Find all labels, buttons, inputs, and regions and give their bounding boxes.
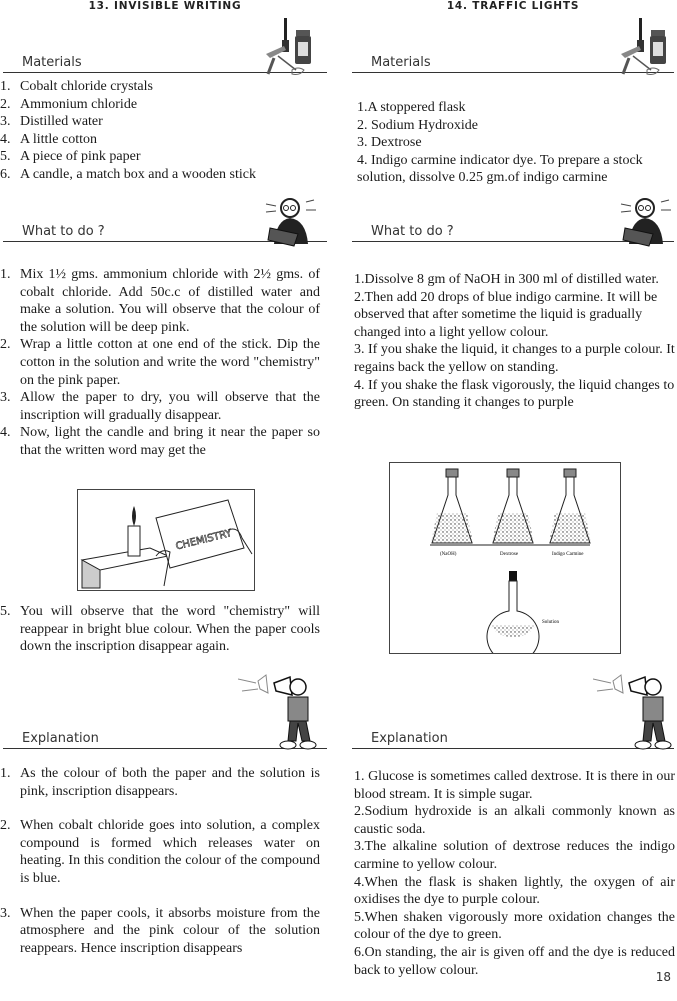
experiment-title: 13. INVISIBLE WRITING bbox=[88, 0, 242, 12]
list-item: 5. A piece of pink paper bbox=[0, 149, 141, 165]
list-item: 2.Sodium hydroxide is an alkali commonly known as caustic soda. bbox=[354, 804, 675, 837]
steps-list bbox=[0, 266, 320, 460]
list-item: 1. Mix 1½ gms. ammonium chloride with 2½ gms. of cobalt chloride. Add 50c.c of distilled water and make a solution. You will observe that the colour of the solution will be deep pink. bbox=[0, 267, 320, 335]
megaphone-man-icon bbox=[593, 667, 675, 751]
reading-man-icon bbox=[262, 196, 320, 248]
svg-text:Indigo Carmine: Indigo Carmine bbox=[552, 552, 584, 557]
list-item: 4. Indigo carmine indicator dye. To prepare a stock solution, dissolve 0.25 gm.of indigo carmine bbox=[357, 152, 643, 186]
list-item: 3. Allow the paper to dry, you will observe that the inscription will gradually disappear. bbox=[0, 390, 320, 423]
list-item: 1.A stoppered flask bbox=[357, 100, 466, 115]
list-item: 3. When the paper cools, it absorbs moisture from the atmosphere and the pink colour of the solution reappears. Hence inscription disappears bbox=[0, 905, 320, 956]
round-flask-solution bbox=[487, 571, 539, 654]
list-item: 2. Wrap a little cotton at one end of the stick. Dip the cotton in the solution and write the word "chemistry" on the pink paper. bbox=[0, 337, 320, 388]
svg-text:Solution: Solution bbox=[542, 620, 559, 625]
materials-list bbox=[0, 78, 330, 184]
list-item: 2. Ammonium chloride bbox=[0, 96, 138, 112]
list-item: 3. Distilled water bbox=[0, 114, 103, 130]
steps-list bbox=[354, 271, 677, 412]
flask-indigo-carmine bbox=[549, 469, 591, 543]
materials-list bbox=[357, 99, 675, 187]
list-item: 3. Dextrose bbox=[357, 135, 422, 151]
list-item: 5.When shaken vigorously more oxidation changes the colour of the dye to green. bbox=[354, 909, 675, 943]
list-item: 3.The alkaline solution of dextrose reduces the indigo carmine to yellow colour. bbox=[354, 839, 675, 872]
experiment-title: 14. TRAFFIC LIGHTS bbox=[446, 0, 580, 12]
materials-heading: Materials bbox=[371, 55, 431, 70]
flasks-diagram bbox=[389, 462, 621, 654]
left-column bbox=[0, 0, 330, 1001]
list-item: 6. A candle, a match box and a wooden stick bbox=[0, 166, 256, 182]
list-item: 4. Now, light the candle and bring it near the paper so that the written word may get the bbox=[0, 425, 320, 458]
list-item: 5. You will observe that the word "chemistry" will reappear in bright blue colour. When the paper cools down the inscription disappear again. bbox=[0, 604, 320, 655]
list-item: 4. If you shake the flask vigorously, the liquid changes to green. On standing it changes to purple bbox=[354, 377, 675, 411]
materials-heading: Materials bbox=[22, 55, 82, 70]
list-item: 2.Then add 20 drops of blue indigo carmine. It will be observed that after sometime the liquid is gradually changed into a light yellow colour. bbox=[354, 289, 658, 340]
list-item: 1. Glucose is sometimes called dextrose. It is there in our blood stream. It is simple sugar. bbox=[354, 769, 675, 802]
svg-text:CHEMISTRY: CHEMISTRY bbox=[174, 527, 233, 553]
reading-man-icon bbox=[617, 196, 675, 248]
what-to-do-heading: What to do ? bbox=[371, 224, 454, 239]
list-item: 3. If you shake the liquid, it changes to a purple colour. It regains back the yellow on standing. bbox=[354, 342, 675, 375]
svg-text:Dextrose: Dextrose bbox=[500, 552, 519, 557]
list-item: 2. When cobalt chloride goes into solution, a complex compound is formed which releases water on heating. In this condition the colour of the compound is blue. bbox=[0, 818, 320, 886]
list-item: 4. A little cotton bbox=[0, 131, 97, 147]
lab-equipment-icon bbox=[262, 16, 320, 80]
list-item: 1.Dissolve 8 gm of NaOH in 300 ml of distilled water. bbox=[354, 272, 659, 287]
step-5 bbox=[0, 603, 320, 656]
explanation-list bbox=[354, 768, 675, 979]
list-item: 2. Sodium Hydroxide bbox=[357, 117, 478, 133]
list-item: 4.When the flask is shaken lightly, the oxygen of air oxidises the dye to purple colour. bbox=[354, 874, 675, 908]
flask-dextrose bbox=[492, 469, 534, 543]
list-item: 1. Cobalt chloride crystals bbox=[0, 79, 153, 94]
svg-text:(NaOH): (NaOH) bbox=[440, 552, 457, 557]
lab-equipment-icon bbox=[617, 16, 675, 80]
explanation-list bbox=[0, 765, 320, 974]
flask-naoh bbox=[431, 469, 473, 543]
list-item: 6.On standing, the air is given off and the dye is reduced back to yellow colour. bbox=[354, 944, 675, 978]
page-number: 18 bbox=[655, 970, 671, 984]
candle-paper-illustration bbox=[77, 489, 255, 591]
list-item: 1. As the colour of both the paper and the solution is pink, inscription disappears. bbox=[0, 766, 320, 799]
explanation-heading: Explanation bbox=[371, 731, 448, 746]
what-to-do-heading: What to do ? bbox=[22, 224, 105, 239]
right-column bbox=[349, 0, 677, 1001]
megaphone-man-icon bbox=[238, 667, 320, 751]
explanation-heading: Explanation bbox=[22, 731, 99, 746]
